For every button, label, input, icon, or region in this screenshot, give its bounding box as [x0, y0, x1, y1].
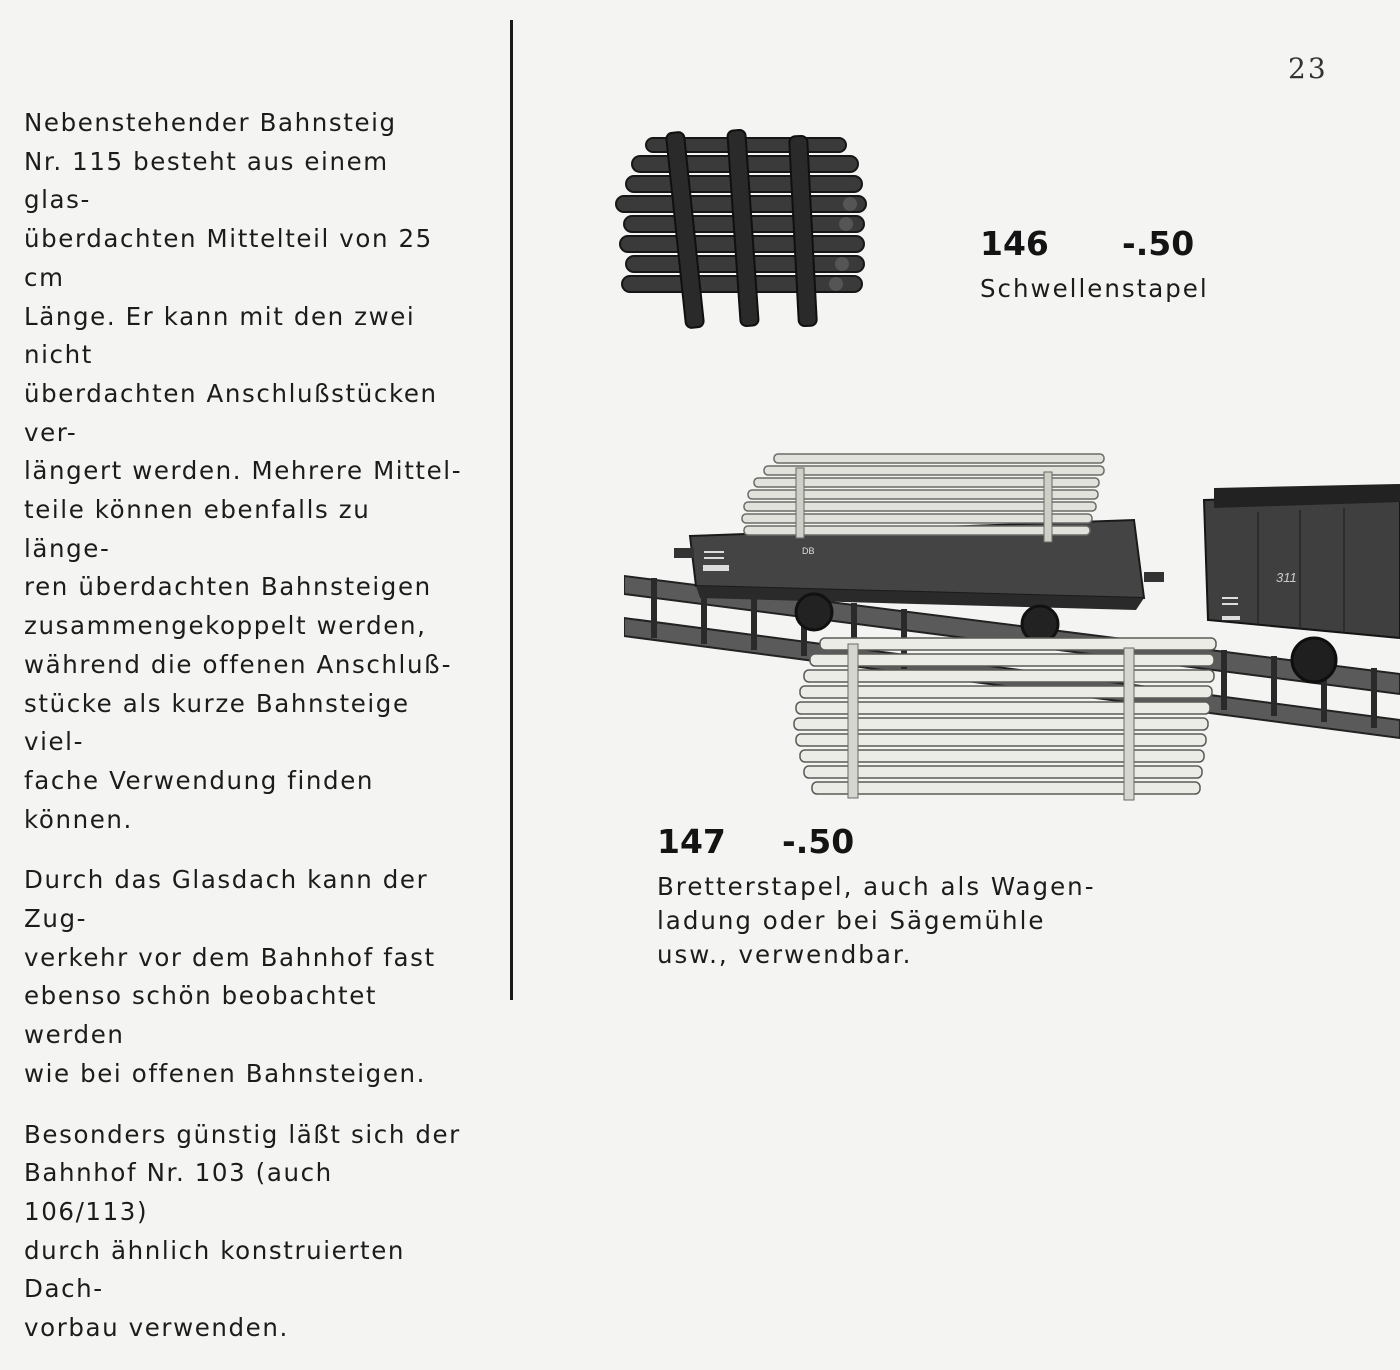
item-146-price: -.50: [1122, 224, 1195, 263]
left-text-column: [24, 104, 464, 1370]
item-146-description: Schwellenstapel: [980, 274, 1209, 303]
paragraph-station-103: Besonders günstig läßt sich der Bahnhof Nr. 103 (auch 106/113) durch ähnlich konstruierten Dach- vorbau verwenden.: [24, 1119, 461, 1343]
sleeper-stack-image: [606, 126, 876, 336]
paragraph-platform-description: Nebenstehender Bahnsteig Nr. 115 besteht aus einem glas- überdachten Mittelteil von 25 cm Länge. Er kann mit den zwei nicht überdachten Anschlußstücken ver- längert werden. Mehrere Mittel- teile können ebenfalls zu länge- ren überdachten Bahnsteigen zusammengekoppelt werden, während die offenen Anschluß- stücke als kurze Bahnsteige viel- fache Verwendung finden können.: [24, 108, 463, 834]
page-number: 23: [1288, 52, 1328, 85]
plank-stack-train-image: [624, 448, 1400, 808]
item-146-number: 146: [980, 224, 1049, 263]
item-147-number: 147: [657, 822, 726, 861]
column-divider: [510, 20, 513, 1000]
item-147-price: -.50: [782, 822, 855, 861]
left-wagon-marking: DB: [802, 546, 815, 556]
right-wagon-marking: 311: [1276, 570, 1297, 585]
item-147-description: Bretterstapel, auch als Wagen- ladung oder bei Sägemühle usw., verwendbar.: [657, 872, 1096, 969]
paragraph-glass-roof: Durch das Glasdach kann der Zug- verkehr vor dem Bahnhof fast ebenso schön beobachtet werden wie bei offenen Bahnsteigen.: [24, 865, 436, 1088]
